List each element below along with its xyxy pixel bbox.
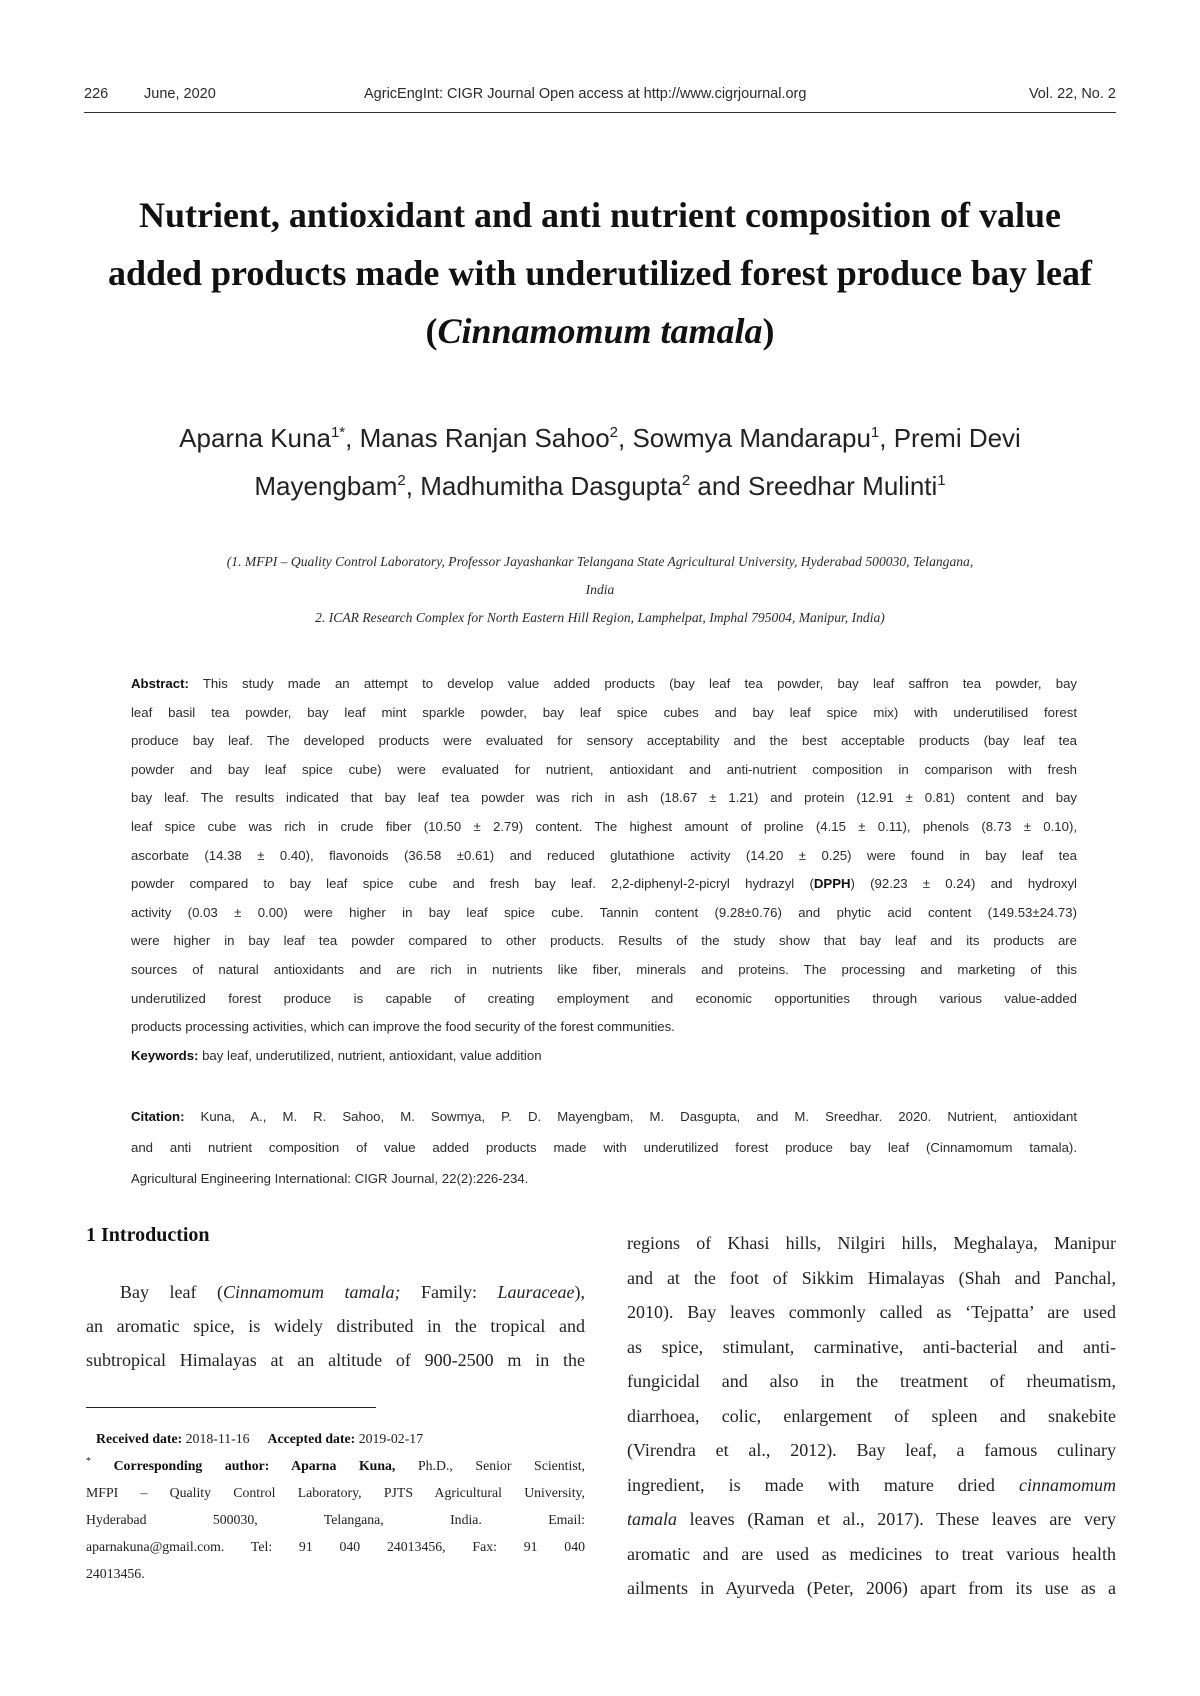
footnote [86, 1425, 585, 1587]
abstract-line: ascorbate (14.38 ± 0.40), flavonoids (36.58 ±0.61) and reduced glutathione activity (14.20 ± 0.25) were found in bay leaf tea [131, 847, 1077, 863]
body-line: as spice, stimulant, carminative, anti-bacterial and anti- [627, 1336, 1116, 1357]
keywords-text: bay leaf, underutilized, nutrient, antioxidant, value addition [198, 1047, 542, 1063]
author-name: , Manas Ranjan Sahoo [345, 423, 610, 453]
citation-line: Agricultural Engineering International: CIGR Journal, 22(2):226-234. [131, 1171, 529, 1186]
abstract-text: ) (92.23 ± 0.24) and hydroxyl [850, 876, 1077, 892]
abstract-line: leaf basil tea powder, bay leaf mint sparkle powder, bay leaf spice cubes and bay leaf spice mix) with underutilised forest [131, 704, 1077, 720]
paper-title [84, 186, 1116, 360]
author-name: and Sreedhar Mulinti [690, 471, 938, 501]
footnote-line: aparnakuna@gmail.com. Tel: 91 040 24013456, Fax: 91 040 [86, 1539, 585, 1554]
body-line: aromatic and are used as medicines to treat various health [627, 1543, 1116, 1564]
body-text: ingredient, is made with mature dried [627, 1474, 1019, 1495]
abstract-line: bay leaf. The results indicated that bay leaf tea powder was rich in ash (18.67 ± 1.21) and protein (12.91 ± 0.81) content and bay [131, 790, 1077, 806]
author-name: , Sowmya Mandarapu [618, 423, 871, 453]
species-name: Cinnamomum tamala; [222, 1282, 401, 1302]
author-affil-mark: 1 [870, 424, 880, 441]
author-affil-mark: 2 [609, 424, 618, 441]
abstract-line: products processing activities, which can improve the food security of the forest communities. [131, 1019, 675, 1035]
intro-right-column [627, 1226, 1116, 1606]
title-paren-close: ) [762, 311, 775, 351]
received-label: Received date: [96, 1431, 183, 1446]
abstract-line: leaf spice cube was rich in crude fiber (10.50 ± 2.79) content. The highest amount of proline (4.15 ± 0.11), phenols (8.73 ± 0.10), [131, 818, 1077, 834]
page-number: 226 [84, 86, 109, 102]
abstract-label: Abstract: [131, 676, 189, 691]
citation-line [131, 1101, 1077, 1132]
abstract [131, 670, 1077, 1070]
citation [131, 1101, 1077, 1194]
title-species: Cinnamomum tamala [437, 311, 763, 351]
body-text: Bay leaf ( [120, 1282, 223, 1302]
citation-line: and anti nutrient composition of value added products made with underutilized forest produce bay leaf (Cinnamomum tamala). [131, 1140, 1077, 1155]
volume-info: Vol. 22, No. 2 [1028, 86, 1116, 102]
received-date: 2018-11-16 [182, 1431, 250, 1446]
section-heading-introduction: 1 Introduction [86, 1224, 210, 1246]
title-line-1: Nutrient, antioxidant and anti nutrient composition of value [138, 195, 1062, 235]
affiliation-line: India [585, 582, 615, 597]
affiliation-line: 2. ICAR Research Complex for North Eastern Hill Region, Lamphelpat, Imphal 795004, Manipur, India) [315, 610, 885, 625]
footnote-line: 24013456. [86, 1566, 145, 1581]
body-line: fungicidal and also in the treatment of rheumatism, [627, 1371, 1116, 1391]
abstract-text: This study made an attempt to develop value added products (bay leaf tea powder, bay leaf saffron tea powder, bay [188, 676, 1077, 691]
title-paren-open: ( [425, 311, 438, 351]
species-name: cinnamomum [1019, 1474, 1116, 1495]
body-line: ailments in Ayurveda (Peter, 2006) apart from its use as a [627, 1578, 1116, 1598]
author-affil-mark: 2 [681, 472, 691, 489]
intro-left-column [86, 1275, 585, 1377]
abstract-line [131, 870, 1077, 899]
body-line: diarrhoea, colic, enlargement of spleen and snakebite [627, 1405, 1116, 1426]
family-name: Lauraceae [497, 1282, 575, 1302]
body-text: Family: [400, 1282, 498, 1302]
title-line-3 [84, 302, 1116, 360]
body-line [627, 1468, 1116, 1503]
footnote-line: Hyderabad 500030, Telangana, India. Email: [86, 1512, 585, 1527]
footnote-text: Ph.D., Senior Scientist, [395, 1458, 585, 1473]
issue-date: June, 2020 [144, 86, 216, 102]
author-line-1 [84, 414, 1116, 462]
author-affil-mark: 1 [937, 472, 946, 489]
abstract-line: sources of natural antioxidants and are rich in nutrients like fiber, minerals and proteins. The processing and marketing of this [131, 961, 1077, 977]
footnote-dates [86, 1425, 585, 1452]
author-name: , Madhumitha Dasgupta [405, 471, 682, 501]
abstract-text: powder compared to bay leaf spice cube and fresh bay leaf. 2,2-diphenyl-2-picryl hydrazyl ( [131, 876, 814, 892]
body-line: (Virendra et al., 2012). Bay leaf, a famous culinary [627, 1440, 1116, 1460]
running-header [84, 86, 1116, 113]
footnote-line: MFPI – Quality Control Laboratory, PJTS Agricultural University, [86, 1485, 585, 1500]
corresponding-label: Corresponding author: Aparna Kuna, [113, 1458, 396, 1473]
keywords [131, 1042, 1077, 1071]
author-affil-mark: 1* [330, 424, 346, 441]
dpph-term: DPPH [813, 876, 851, 892]
affiliations [84, 548, 1116, 632]
footnote-line [86, 1452, 585, 1479]
footnote-star: * [86, 1456, 91, 1467]
author-list [84, 414, 1116, 510]
accepted-label: Accepted date: [267, 1431, 356, 1446]
author-name: Mayengbam [254, 471, 398, 501]
body-line: and at the foot of Sikkim Himalayas (Shah and Panchal, [627, 1267, 1116, 1288]
body-line [627, 1502, 1116, 1537]
abstract-line: produce bay leaf. The developed products were evaluated for sensory acceptability and the best acceptable products (bay leaf tea [131, 733, 1077, 749]
body-line [86, 1275, 585, 1309]
author-name: , Premi Devi [879, 423, 1021, 453]
body-line: regions of Khasi hills, Nilgiri hills, Meghalaya, Manipur [627, 1233, 1116, 1253]
body-text: ), [574, 1282, 586, 1302]
body-line: 2010). Bay leaves commonly called as ‘Tejpatta’ are used [627, 1302, 1116, 1322]
abstract-line: powder and bay leaf spice cube) were evaluated for nutrient, antioxidant and anti-nutrient composition in comparison with fresh [131, 761, 1077, 777]
citation-label: Citation: [131, 1109, 185, 1124]
abstract-line: were higher in bay leaf tea powder compared to other products. Results of the study show that bay leaf and its products are [131, 933, 1077, 949]
author-name: Aparna Kuna [179, 423, 331, 453]
abstract-line: activity (0.03 ± 0.00) were higher in bay leaf spice cube. Tannin content (9.28±0.76) and phytic acid content (149.53±24.73) [131, 904, 1077, 920]
species-name: tamala [627, 1509, 678, 1529]
accepted-date: 2019-02-17 [355, 1431, 424, 1446]
title-line-2: added products made with underutilized forest produce bay leaf [107, 253, 1093, 293]
keywords-label: Keywords: [131, 1047, 199, 1063]
affiliation-line: (1. MFPI – Quality Control Laboratory, Professor Jayashankar Telangana State Agricultural University, Hyderabad 500030, Telangana, [226, 554, 974, 569]
footnote-rule [86, 1407, 376, 1408]
body-text: leaves (Raman et al., 2017). These leaves are very [677, 1509, 1116, 1529]
citation-text: Kuna, A., M. R. Sahoo, M. Sowmya, P. D. Mayengbam, M. Dasgupta, and M. Sreedhar. 2020. Nutrient, antioxidant [184, 1109, 1077, 1124]
body-line: an aromatic spice, is widely distributed in the tropical and [86, 1316, 585, 1336]
journal-info: AgricEngInt: CIGR Journal Open access at http://www.cigrjournal.org [364, 86, 807, 102]
abstract-line: underutilized forest produce is capable of creating employment and economic opportunities through various value-added [131, 990, 1077, 1006]
body-line: subtropical Himalayas at an altitude of 900-2500 m in the [86, 1350, 585, 1370]
author-line-2 [84, 462, 1116, 510]
author-affil-mark: 2 [397, 472, 406, 489]
abstract-line [131, 670, 1077, 699]
